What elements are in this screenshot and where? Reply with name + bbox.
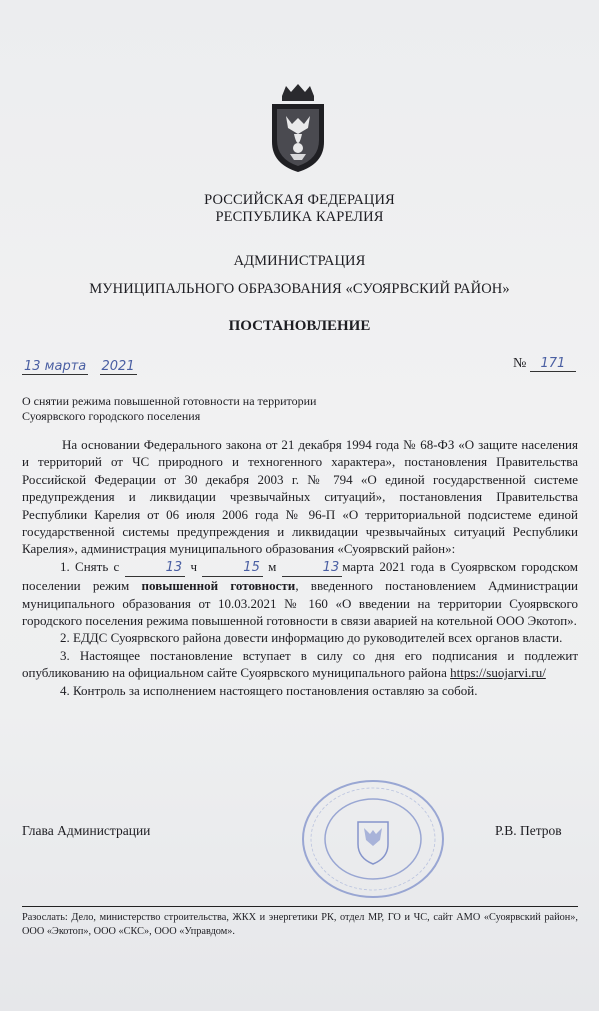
item-1-hour: 13 — [125, 559, 186, 577]
document-body — [22, 436, 578, 699]
document-date — [22, 358, 137, 375]
document-number — [513, 356, 576, 372]
date-day-month: 13 марта — [24, 359, 87, 374]
item-3-text: 3. Настоящее постановление вступает в силу со дня его подписания и подлежит опубликованию на официальном сайте Суоярвского муниципального района — [22, 647, 578, 681]
item-3-paragraph — [22, 647, 578, 682]
header-administration: АДМИНИСТРАЦИЯ — [233, 253, 366, 269]
official-stamp-icon — [298, 776, 448, 902]
item-1-text-a: 1. Снять с — [60, 558, 120, 574]
document-subject — [22, 394, 382, 424]
distribution-list: Разослать: Дело, министерство строительства, ЖКХ и энергетики РК, отдел МР, ГО и ЧС, сайт АМО «Суоярвский район», ООО «Экотоп», ООО «СКС», ООО «Управдом». — [22, 912, 578, 937]
coat-of-arms-icon — [268, 82, 328, 174]
document-title: ПОСТАНОВЛЕНИЕ — [228, 318, 371, 334]
item-4-paragraph: 4. Контроль за исполнением настоящего постановления оставляю за собой. — [60, 682, 478, 698]
number-value: 171 — [530, 356, 576, 372]
item-1-day: 13 — [282, 559, 343, 577]
item-1-paragraph — [22, 558, 578, 630]
item-2-paragraph: 2. ЕДДС Суоярвского района довести информацию до руководителей всех органов власти. — [60, 630, 563, 646]
subject-line-1: О снятии режима повышенной готовности на территории — [22, 394, 317, 408]
signature-position: Глава Администрации — [22, 823, 151, 838]
number-prefix: № — [513, 356, 527, 371]
item-1-text-e: , введенного постановлением Администрации муниципального образования от 10.03.2021 № 160 «О введении на территории Суоярвского городского поселения режима повышенной готовности в связи аварией на котельной ООО Экотоп». — [22, 578, 579, 629]
divider — [22, 906, 578, 907]
preamble-paragraph: На основании Федерального закона от 21 декабря 1994 года № 68-ФЗ «О защите населения и территорий от ЧС природного и техногенного характера», постановления Правительства Российской Федерации от 30 декабря 2003 г. № 794 «О единой государственной системе предупреждения и ликвидации чрезвычайных ситуаций», постановления Правительства Республики Карелия от 06 июля 2006 года № 96-П «О территориальной подсистеме единой государственной системы предупреждения и ликвидации чрезвычайных ситуаций Республики Карелия», администрация муниципального образования «Суоярвский район»: — [22, 437, 578, 557]
item-1-text-b: ч — [190, 558, 197, 574]
item-1-minute: 15 — [202, 559, 263, 577]
signature-name: Р.В. Петров — [495, 823, 562, 838]
item-1-text-c: м — [268, 558, 277, 574]
subject-line-2: Суоярвского городского поселения — [22, 409, 201, 423]
header-country: РОССИЙСКАЯ ФЕДЕРАЦИЯ — [204, 192, 395, 208]
header-republic: РЕСПУБЛИКА КАРЕЛИЯ — [215, 209, 384, 225]
website-link[interactable]: https://suojarvi.ru/ — [450, 665, 546, 681]
item-1-text-d: марта 2021 года в Суоярвском городском поселении режим — [22, 558, 579, 594]
header-municipality: МУНИЦИПАЛЬНОГО ОБРАЗОВАНИЯ «СУОЯРВСКИЙ РАЙОН» — [89, 281, 510, 297]
date-year: 2021 — [101, 359, 135, 374]
item-1-bold-text: повышенной готовности — [141, 578, 296, 594]
